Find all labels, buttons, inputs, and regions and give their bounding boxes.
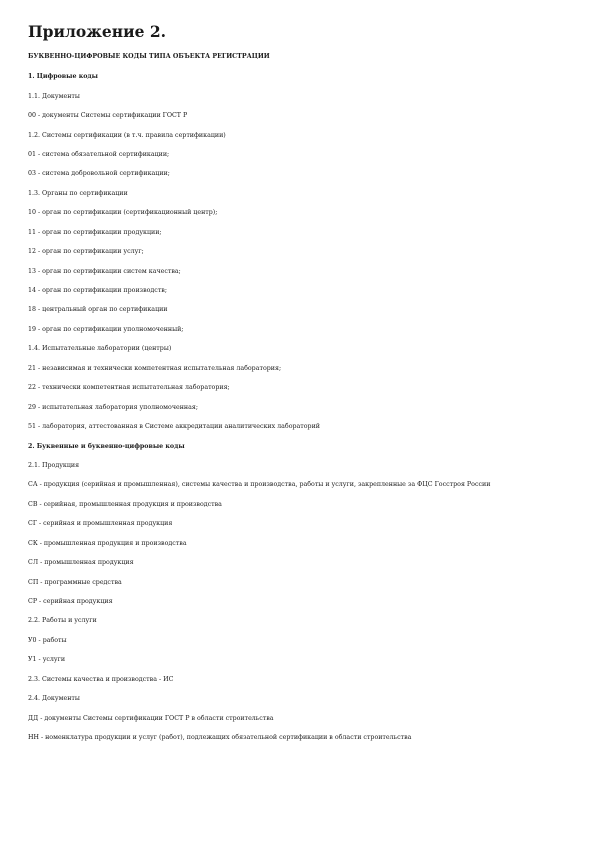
document-line: 51 - лаборатория, аттестованная в Системе аккредитации аналитических лабораторий: [28, 423, 320, 431]
document-line: 00 - документы Системы сертификации ГОСТ Р: [28, 112, 188, 120]
document-line: 1.3. Органы по сертификации: [28, 189, 128, 197]
document-line: 11 - орган по сертификации продукции;: [28, 228, 162, 236]
document-line: СГ - серийная и промышленная продукция: [28, 520, 173, 528]
document-line: СП - программные средства: [28, 578, 122, 586]
section-heading: 1. Цифровые коды: [28, 73, 98, 81]
document-line: 01 - система обязательной сертификации;: [28, 150, 170, 158]
document-body: [28, 67, 588, 747]
page-title: Приложение 2.: [28, 22, 167, 41]
document-line: СВ - серийная, промышленная продукция и производства: [28, 500, 222, 508]
document-line: 21 - независимая и технически компетентная испытательная лаборатория;: [28, 364, 282, 372]
document-line: 03 - система добровольной сертификации;: [28, 170, 170, 178]
document-line: 2.2. Работы и услуги: [28, 617, 97, 625]
document-line: 29 - испытательная лаборатория уполномоченная;: [28, 403, 198, 411]
document-line: СК - промышленная продукция и производства: [28, 539, 187, 547]
document-line: СЛ - промышленная продукция: [28, 559, 134, 567]
document-line: 19 - орган по сертификации уполномоченный;: [28, 325, 184, 333]
document-line: 14 - орган по сертификации производств;: [28, 287, 167, 295]
document-line: ДД - документы Системы сертификации ГОСТ Р в области строительства: [28, 714, 274, 722]
document-line: НН - номенклатура продукции и услуг (работ), подлежащих обязательной сертификации в области строительства: [28, 734, 412, 742]
section-heading: 2. Буквенные и буквенно-цифровые коды: [28, 442, 185, 450]
document-line: 2.3. Системы качества и производства - ИС: [28, 675, 174, 683]
document-line: 22 - технически компетентная испытательная лаборатория;: [28, 384, 230, 392]
page-subtitle: БУКВЕННО-ЦИФРОВЫЕ КОДЫ ТИПА ОБЪЕКТА РЕГИСТРАЦИИ: [28, 53, 270, 60]
document-line: 2.1. Продукция: [28, 461, 80, 469]
document-line: 1.2. Системы сертификации (в т.ч. правила сертификации): [28, 131, 226, 139]
document-line: 13 - орган по сертификации систем качества;: [28, 267, 181, 275]
document-line: 10 - орган по сертификации (сертификационный центр);: [28, 209, 218, 217]
document-line: СР - серийная продукция: [28, 598, 113, 606]
document-line: СА - продукция (серийная и промышленная), системы качества и производства, работы и услуги, закрепленные за ФЦС Госстроя России: [28, 481, 491, 489]
document-line: У0 - работы: [28, 636, 67, 644]
document-line: 1.1. Документы: [28, 92, 80, 100]
document-line: 12 - орган по сертификации услуг;: [28, 248, 144, 256]
document-line: У1 - услуги: [28, 656, 66, 664]
document-line: 1.4. Испытательные лаборатории (центры): [28, 345, 172, 353]
document-line: 2.4. Документы: [28, 695, 80, 703]
document-line: 18 - центральный орган по сертификации: [28, 306, 168, 314]
